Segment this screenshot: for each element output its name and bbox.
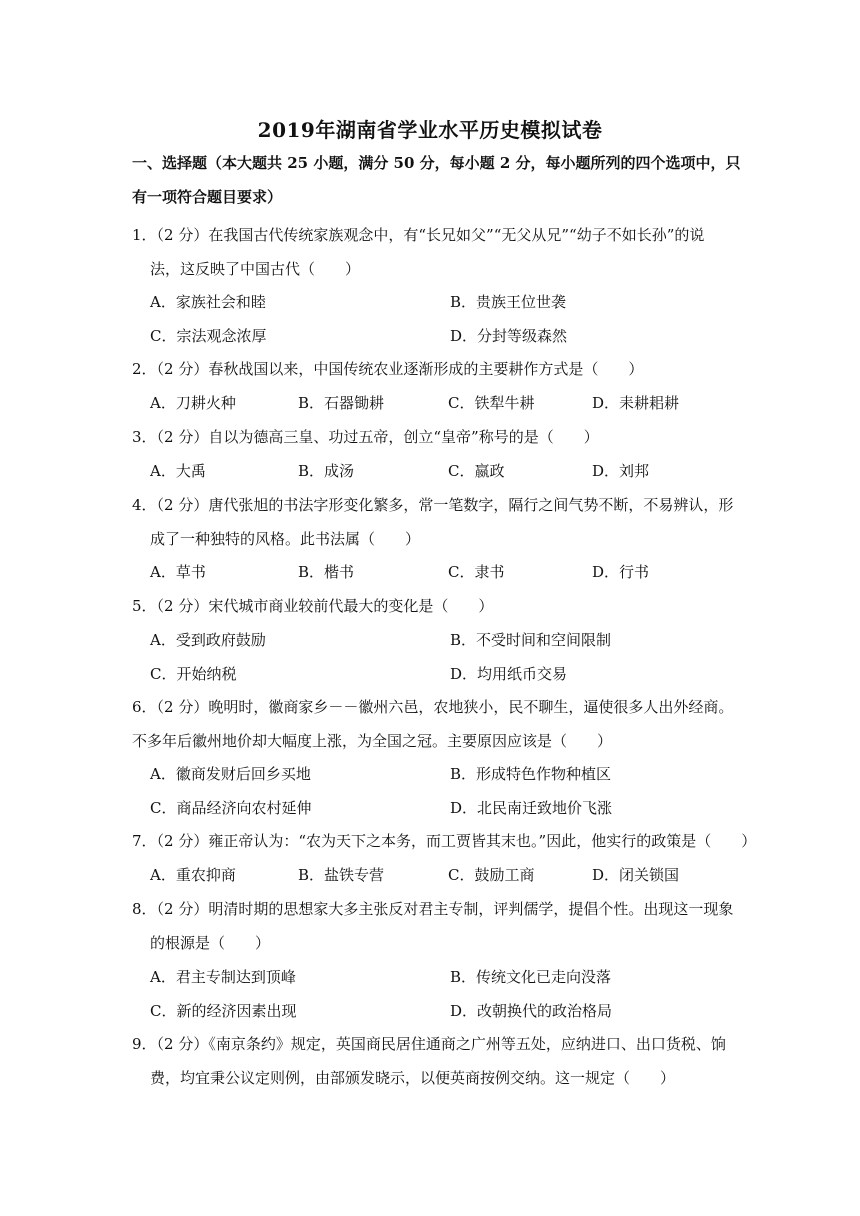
question-6-options — [150, 757, 740, 825]
option-d[interactable]: D．分封等级森然 — [450, 327, 568, 345]
question-3-stem: 3．（2 分）自以为德高三皇、功过五帝，创立“皇帝”称号的是（ ） — [132, 428, 599, 446]
option-d[interactable]: D．北民南迁致地价飞涨 — [450, 799, 613, 817]
option-d[interactable]: D．均用纸币交易 — [450, 665, 568, 683]
option-b[interactable]: B．形成特色作物种植区 — [450, 765, 612, 783]
question-4 — [132, 488, 742, 556]
option-a[interactable]: A．徽商发财后回乡买地 — [150, 765, 311, 783]
option-d[interactable]: D．闭关锁国 — [592, 866, 680, 884]
question-6-stem-line-2: 不多年后徽州地价却大幅度上涨，为全国之冠。主要原因应该是（ ） — [132, 732, 613, 750]
option-b[interactable]: B．石器锄耕 — [298, 394, 385, 412]
question-1-stem-line-1: 1．（2 分）在我国古代传统家族观念中，有“长兄如父”“无父从兄”“幼子不如长孙”的说 — [132, 226, 705, 244]
option-d[interactable]: D．改朝换代的政治格局 — [450, 1002, 613, 1020]
question-7 — [132, 824, 757, 858]
option-a[interactable]: A．草书 — [150, 563, 206, 581]
option-d[interactable]: D．耒耕耜耕 — [592, 394, 680, 412]
section-header-line-1: 一、选择题（本大题共 25 小题，满分 50 分，每小题 2 分，每小题所列的四个选项中，只 — [132, 154, 741, 172]
question-9 — [132, 1027, 742, 1095]
question-8-options — [150, 960, 740, 1028]
option-c[interactable]: C．嬴政 — [448, 462, 505, 480]
question-1 — [132, 218, 742, 286]
option-a[interactable]: A．君主专制达到顶峰 — [150, 968, 296, 986]
option-b[interactable]: B．成汤 — [298, 462, 355, 480]
question-8-stem-line-1: 8．（2 分）明清时期的思想家大多主张反对君主专制，评判儒学，提倡个性。出现这一现象 — [132, 900, 734, 918]
question-2-options — [150, 386, 740, 420]
option-c[interactable]: C．商品经济向农村延伸 — [150, 799, 312, 817]
question-2-stem: 2．（2 分）春秋战国以来，中国传统农业逐渐形成的主要耕作方式是（ ） — [132, 360, 644, 378]
section-header — [132, 146, 742, 214]
option-a[interactable]: A．受到政府鼓励 — [150, 631, 266, 649]
question-7-options — [150, 858, 740, 892]
question-4-stem-line-1: 4．（2 分）唐代张旭的书法字形变化繁多，常一笔数字，隔行之间气势不断，不易辨认，形 — [132, 496, 734, 514]
question-3-options — [150, 454, 740, 488]
option-d[interactable]: D．行书 — [592, 563, 650, 581]
question-4-options — [150, 555, 740, 589]
question-6 — [132, 690, 742, 758]
question-7-stem: 7．（2 分）雍正帝认为：“农为天下之本务，而工贾皆其末也。”因此，他实行的政策是（ ） — [132, 832, 757, 850]
option-b[interactable]: B．不受时间和空间限制 — [450, 631, 612, 649]
question-9-stem-line-2: 费，均宜秉公议定则例，由部颁发晓示，以便英商按例交纳。这一规定（ ） — [150, 1069, 676, 1087]
question-4-stem-line-2: 成了一种独特的风格。此书法属（ ） — [150, 530, 421, 548]
question-5 — [132, 589, 742, 623]
option-b[interactable]: B．贵族王位世袭 — [450, 293, 567, 311]
option-c[interactable]: C．新的经济因素出现 — [150, 1002, 297, 1020]
option-d[interactable]: D．刘邦 — [592, 462, 650, 480]
option-a[interactable]: A．大禹 — [150, 462, 206, 480]
option-c[interactable]: C．宗法观念浓厚 — [150, 327, 267, 345]
option-b[interactable]: B．传统文化已走向没落 — [450, 968, 612, 986]
question-8 — [132, 892, 742, 960]
option-c[interactable]: C．鼓励工商 — [448, 866, 535, 884]
option-c[interactable]: C．铁犁牛耕 — [448, 394, 535, 412]
question-6-stem-line-1: 6．（2 分）晚明时，徽商家乡－－徽州六邑，农地狭小，民不聊生，逼使很多人出外经商。 — [132, 698, 734, 716]
question-8-stem-line-2: 的根源是（ ） — [150, 934, 271, 952]
question-5-options — [150, 623, 740, 691]
option-b[interactable]: B．盐铁专营 — [298, 866, 385, 884]
question-1-options — [150, 285, 740, 353]
page-title: 2019年湖南省学业水平历史模拟试卷 — [257, 118, 603, 142]
question-1-stem-line-2: 法，这反映了中国古代（ ） — [150, 260, 361, 278]
question-3 — [132, 420, 742, 454]
option-b[interactable]: B．楷书 — [298, 563, 355, 581]
option-a[interactable]: A．刀耕火种 — [150, 394, 236, 412]
option-c[interactable]: C．开始纳税 — [150, 665, 237, 683]
question-5-stem: 5．（2 分）宋代城市商业较前代最大的变化是（ ） — [132, 597, 494, 615]
question-2 — [132, 352, 742, 386]
option-c[interactable]: C．隶书 — [448, 563, 505, 581]
option-a[interactable]: A．家族社会和睦 — [150, 293, 266, 311]
section-header-line-2: 有一项符合题目要求） — [132, 188, 283, 206]
option-a[interactable]: A．重农抑商 — [150, 866, 236, 884]
question-9-stem-line-1: 9．（2 分）《南京条约》规定，英国商民居住通商之广州等五处，应纳进口、出口货税、饷 — [132, 1035, 726, 1053]
